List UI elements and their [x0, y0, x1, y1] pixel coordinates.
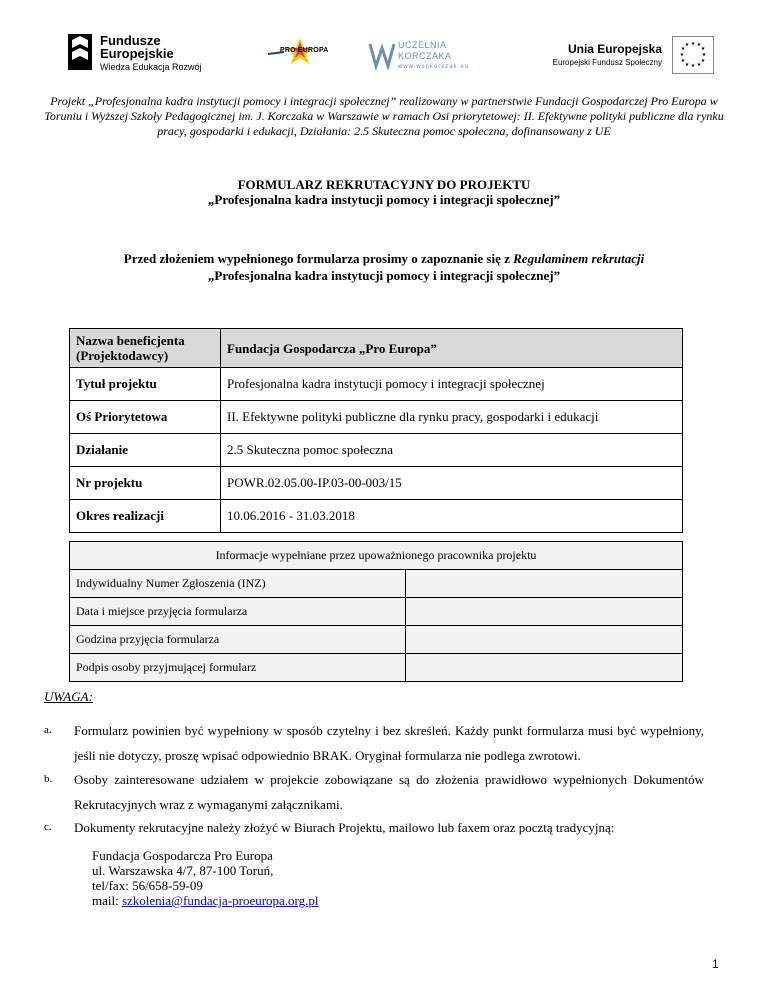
staff-table-header: Informacje wypełniane przez upoważnionego pracownika projektu — [70, 542, 683, 570]
svg-text:★: ★ — [696, 62, 702, 68]
pro-europa-label: PRO EUROPA — [280, 47, 329, 54]
uwaga-heading: UWAGA: — [44, 689, 93, 704]
address-line2: ul. Warszawska 4/7, 87-100 Toruń, — [92, 863, 274, 878]
fundusze-europejskie-logo — [66, 28, 206, 80]
info-label: Okres realizacji — [70, 500, 221, 533]
staff-label: Indywidualny Numer Zgłoszenia (INZ) — [70, 570, 406, 598]
fe-line1: Fundusze — [100, 33, 161, 48]
svg-text:★: ★ — [690, 63, 696, 69]
info-value: Profesjonalna kadra instytucji pomocy i integracji społecznej — [221, 368, 683, 401]
note-a — [44, 718, 704, 768]
project-info-table — [69, 328, 683, 533]
info-label: Oś Priorytetowa — [70, 401, 221, 434]
svg-text:★: ★ — [680, 46, 686, 52]
info-label: Działanie — [70, 434, 221, 467]
table-row — [70, 570, 683, 598]
note-marker: c. — [44, 821, 52, 833]
title-line1: FORMULARZ REKRUTACYJNY DO PROJEKTU — [237, 177, 531, 192]
intro-text — [100, 250, 668, 284]
intro-line1 — [100, 250, 668, 267]
table-row — [70, 654, 683, 682]
info-label: Tytuł projektu — [70, 368, 221, 401]
note-marker: b. — [44, 773, 53, 785]
staff-label: Data i miejsce przyjęcia formularza — [70, 598, 406, 626]
svg-text:★: ★ — [696, 42, 702, 48]
eu-flag-icon — [672, 36, 714, 74]
info-value: II. Efektywne polityki publiczne dla rynku pracy, gospodarki i edukacji — [221, 401, 683, 434]
info-value: 10.06.2016 - 31.03.2018 — [221, 500, 683, 533]
svg-text:★: ★ — [680, 58, 686, 64]
note-text: Formularz powinien być wypełniony w sposób czytelny i bez skreśleń. Każdy punkt formularza musi być wypełniony, jeśli nie dotyczy, proszę wpisać odpowiednio BRAK. Oryginał formularza nie podlega zwrotowi. — [74, 723, 704, 763]
fundusze-europejskie-mark-icon — [66, 30, 94, 74]
staff-label: Podpis osoby przyjmującej formularz — [70, 654, 406, 682]
address-block — [92, 848, 319, 908]
svg-text:★: ★ — [701, 52, 707, 58]
ue-line2: Europejski Fundusz Społeczny — [552, 58, 662, 67]
uk-line1: UCZELNIA — [398, 40, 447, 50]
note-text: Osoby zainteresowane udziałem w projekcie zobowiązane są do złożenia prawidłowo wypełnionych Dokumentów Rekrutacyjnych wraz z wymaganymi załącznikami. — [74, 772, 704, 812]
uk-line2: KORCZAKA — [398, 51, 452, 61]
project-description: Projekt „Profesjonalna kadra instytucji pomocy i integracji społecznej” realizowany w partnerstwie Fundacji Gospodarczej Pro Europa w Toruniu i Wyższej Szkoły Pedagogicznej im. J. Korczaka w Warszawie w ramach Osi priorytetowej: II. Efektywne polityki publiczne dla rynku pracy, gospodarki i edukacji, Działania: 2.5 Skuteczna pomoc społeczna, dofinansowany z UE — [44, 94, 724, 138]
svg-text:★: ★ — [679, 52, 685, 58]
table-row — [70, 500, 683, 533]
title-line2: „Profesjonalna kadra instytucji pomocy i integracji społecznej” — [207, 192, 561, 207]
info-value: Fundacja Gospodarcza „Pro Europa” — [221, 329, 683, 368]
table-row — [70, 329, 683, 368]
pro-europa-logo — [262, 38, 338, 68]
info-label: Nr projektu — [70, 467, 221, 500]
svg-text:★: ★ — [690, 41, 696, 47]
fe-line2: Europejskie — [100, 46, 174, 61]
address-mail — [92, 893, 319, 908]
svg-text:★: ★ — [684, 42, 690, 48]
page-number: 1 — [712, 957, 719, 971]
svg-text:★: ★ — [684, 62, 690, 68]
info-value: POWR.02.05.00-IP.03-00-003/15 — [221, 467, 683, 500]
ue-line1: Unia Europejska — [567, 42, 662, 56]
staff-value-field[interactable] — [406, 626, 683, 654]
address-line1: Fundacja Gospodarcza Pro Europa — [92, 848, 273, 863]
page-title — [100, 177, 668, 207]
staff-value-field[interactable] — [406, 598, 683, 626]
table-row — [70, 467, 683, 500]
info-value: 2.5 Skuteczna pomoc społeczna — [221, 434, 683, 467]
staff-label: Godzina przyjęcia formularza — [70, 626, 406, 654]
table-row — [70, 434, 683, 467]
staff-info-table — [69, 541, 683, 682]
table-row — [70, 598, 683, 626]
email-link[interactable]: szkolenia@fundacja-proeuropa.org.pl — [121, 893, 319, 908]
intro-line2: „Profesjonalna kadra instytucji pomocy i integracji społecznej” — [207, 268, 561, 283]
intro-regulamin: Regulaminem rekrutacji — [513, 251, 645, 266]
uczelnia-korczaka-logo — [368, 38, 480, 78]
note-text: Dokumenty rekrutacyjne należy złożyć w Biurach Projektu, mailowo lub faxem oraz pocztą tradycyjną: — [74, 820, 615, 835]
note-b — [44, 767, 704, 817]
svg-text:★: ★ — [700, 46, 706, 52]
info-label: Nazwa beneficjenta (Projektodawcy) — [70, 329, 221, 368]
note-marker: a. — [44, 724, 52, 736]
table-header-row — [70, 542, 683, 570]
unia-europejska-logo — [538, 36, 712, 76]
staff-value-field[interactable] — [406, 570, 683, 598]
note-c — [44, 815, 704, 840]
svg-text:★: ★ — [700, 58, 706, 64]
staff-value-field[interactable] — [406, 654, 683, 682]
table-row — [70, 626, 683, 654]
table-row — [70, 368, 683, 401]
address-line3: tel/fax: 56/658-59-09 — [92, 878, 203, 893]
intro-prefix: Przed złożeniem wypełnionego formularza prosimy o zapoznanie się z — [123, 251, 514, 266]
fe-line3: Wiedza Edukacja Rozwój — [100, 62, 202, 72]
table-row — [70, 401, 683, 434]
uczelnia-korczaka-mark-icon — [368, 40, 396, 70]
uk-web: www.wspkorczak.eu — [398, 64, 470, 70]
mail-prefix: mail: — [92, 893, 122, 908]
